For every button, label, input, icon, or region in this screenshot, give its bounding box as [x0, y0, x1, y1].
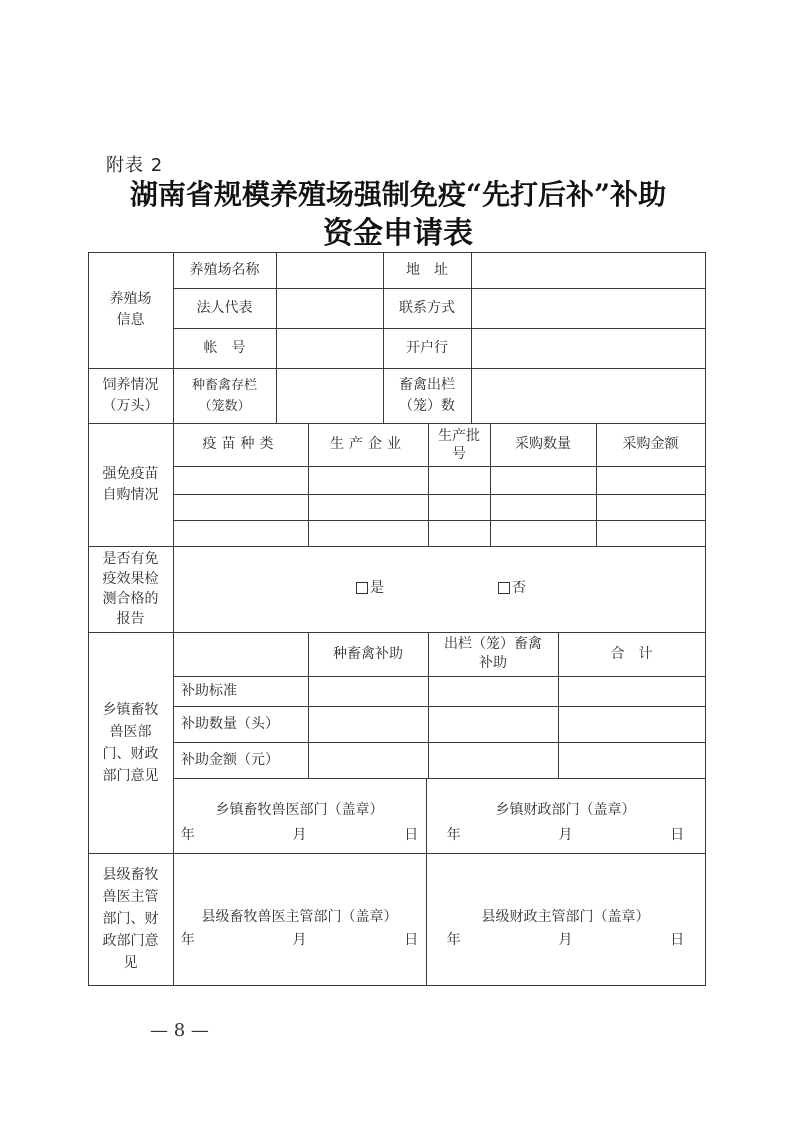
legal-rep-field[interactable] — [276, 288, 383, 328]
vaccine-header-type: 疫苗种类 — [202, 436, 279, 452]
farm-name-label: 养殖场名称 — [189, 261, 260, 278]
bank-field[interactable] — [471, 328, 705, 368]
breeding-stock-label: 种畜禽存栏 （笼数） — [191, 377, 257, 414]
checkbox-yes-icon[interactable] — [356, 582, 368, 594]
county-vet-date: 年 月 日 — [180, 932, 419, 948]
county-finance-stamp: 县级财政主管部门（盖章） — [481, 909, 650, 925]
vaccine-header-quantity: 采购数量 — [515, 436, 571, 452]
report-yes-label: 是 — [370, 579, 384, 596]
farm-name-field[interactable] — [276, 252, 383, 288]
form-title-line-2: 资金申请表 — [323, 216, 473, 251]
county-section-label: 县级畜牧 兽医主管 部门、财 政部门意 见 — [102, 867, 159, 971]
vaccine-header-manufacturer: 生产企业 — [330, 436, 406, 452]
outflow-label: 畜禽出栏 （笼）数 — [399, 376, 455, 414]
col-outflow-subsidy: 出栏（笼）畜禽 补助 — [444, 636, 542, 671]
report-yes-option[interactable] — [340, 576, 400, 600]
checkbox-no-icon[interactable] — [498, 582, 510, 594]
report-no-option[interactable] — [482, 576, 542, 600]
vaccine-section-label: 强免疫苗 自购情况 — [102, 465, 159, 503]
report-question: 是否有免 疫效果检 测合格的 报告 — [102, 551, 159, 627]
county-finance-date: 年 月 日 — [446, 932, 685, 948]
contact-label: 联系方式 — [399, 299, 455, 316]
contact-field[interactable] — [471, 288, 705, 328]
breeding-section-label: 饲养情况 （万头） — [102, 376, 159, 414]
address-label: 地 址 — [406, 261, 448, 278]
row-subsidy-standard: 补助标准 — [181, 682, 237, 699]
township-finance-stamp: 乡镇财政部门（盖章） — [495, 802, 636, 818]
outflow-field[interactable] — [471, 368, 705, 423]
township-finance-date: 年 月 日 — [446, 827, 685, 843]
form-title-line-1: 湖南省规模养殖场强制免疫“先打后补”补助 — [129, 178, 667, 211]
county-vet-stamp: 县级畜牧兽医主管部门（盖章） — [201, 909, 398, 925]
report-no-label: 否 — [512, 579, 526, 596]
vaccine-header-amount: 采购金额 — [622, 436, 679, 452]
attachment-label: 附表 2 — [106, 155, 164, 176]
legal-rep-label: 法人代表 — [196, 299, 253, 316]
col-breeding-subsidy: 种畜禽补助 — [333, 645, 403, 662]
col-total: 合 计 — [610, 645, 653, 662]
page-number: — 8 — — [150, 1020, 209, 1041]
row-subsidy-quantity: 补助数量（头） — [181, 715, 279, 732]
township-section-label: 乡镇畜牧 兽医部 门、财政 部门意见 — [102, 701, 159, 784]
account-label: 帐 号 — [203, 339, 246, 356]
township-vet-date: 年 月 日 — [180, 827, 419, 843]
address-field[interactable] — [471, 252, 705, 288]
farm-info-section-label: 养殖场 信息 — [109, 291, 152, 328]
bank-label: 开户行 — [406, 339, 448, 356]
township-vet-stamp: 乡镇畜牧兽医部门（盖章） — [215, 802, 384, 818]
vaccine-header-batch: 生产批 号 — [438, 427, 480, 462]
account-field[interactable] — [276, 328, 383, 368]
breeding-stock-field[interactable] — [276, 368, 383, 423]
row-subsidy-amount: 补助金额（元） — [181, 751, 279, 768]
